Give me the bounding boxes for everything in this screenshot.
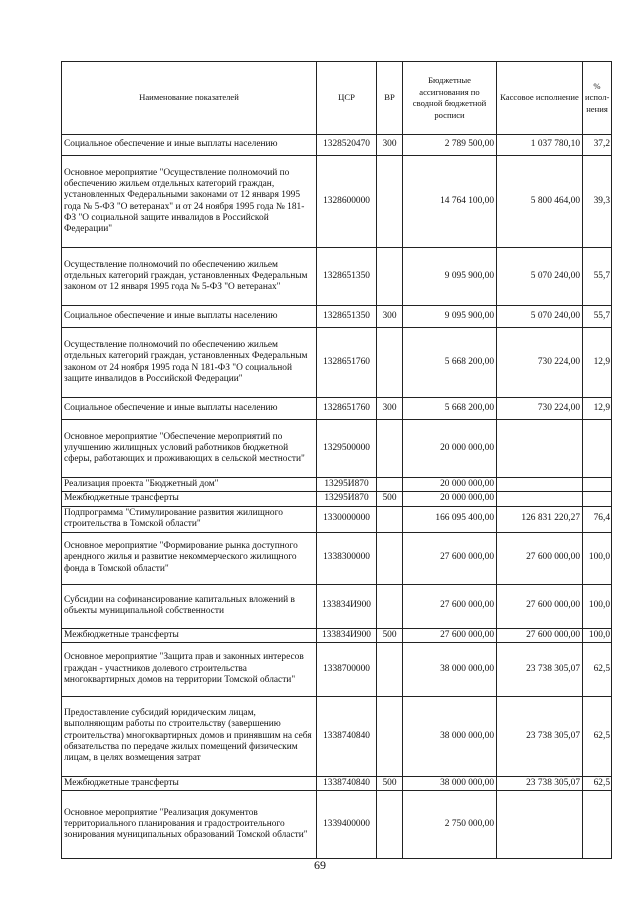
table-row: [62, 156, 612, 248]
row-percent: [583, 492, 612, 506]
row-percent: 12,9: [583, 328, 612, 398]
row-csr: 1328651760: [317, 328, 377, 398]
row-budget: 20 000 000,00: [403, 492, 497, 506]
row-percent: [583, 791, 612, 859]
header-name: Наименование показателей: [62, 62, 317, 135]
row-cash: 730 224,00: [497, 398, 583, 420]
row-percent: [583, 420, 612, 478]
row-vr: 300: [377, 398, 403, 420]
row-budget: 27 600 000,00: [403, 532, 497, 584]
budget-table: [61, 61, 612, 859]
row-vr: [377, 696, 403, 776]
row-cash: 730 224,00: [497, 328, 583, 398]
table-row: [62, 532, 612, 584]
row-cash: 23 738 305,07: [497, 696, 583, 776]
row-csr: 1328520470: [317, 135, 377, 156]
row-budget: 5 668 200,00: [403, 328, 497, 398]
row-name: Социальное обеспечение и иные выплаты населению: [62, 135, 317, 156]
row-csr: 1339400000: [317, 791, 377, 859]
row-name: Подпрограмма "Стимулирование развития жилищного строительства в Томской области": [62, 506, 317, 532]
table-row: [62, 506, 612, 532]
row-budget: 166 095 400,00: [403, 506, 497, 532]
row-csr: 1338700000: [317, 642, 377, 696]
row-vr: [377, 791, 403, 859]
row-budget: 2 750 000,00: [403, 791, 497, 859]
row-budget: 9 095 900,00: [403, 306, 497, 328]
table-header-row: [62, 62, 612, 135]
row-budget: 20 000 000,00: [403, 420, 497, 478]
row-percent: 55,7: [583, 248, 612, 306]
row-name: Основное мероприятие "Осуществление полномочий по обеспечению жильем отдельных категорий граждан, установленных Федеральными законами от 12 января 1995 года № 5-ФЗ "О ветеранах" и от 24 ноября 1995 года № 181-ФЗ "О социальной защите инвалидов в Российской Федерации": [62, 156, 317, 248]
row-budget: 27 600 000,00: [403, 628, 497, 642]
row-cash: 23 738 305,07: [497, 642, 583, 696]
row-vr: [377, 584, 403, 628]
row-budget: 5 668 200,00: [403, 398, 497, 420]
row-vr: 500: [377, 628, 403, 642]
row-budget: 38 000 000,00: [403, 776, 497, 790]
row-vr: [377, 642, 403, 696]
row-percent: 62,5: [583, 696, 612, 776]
row-budget: 27 600 000,00: [403, 584, 497, 628]
row-name: Социальное обеспечение и иные выплаты населению: [62, 398, 317, 420]
row-name: Межбюджетные трансферты: [62, 492, 317, 506]
row-csr: 1329500000: [317, 420, 377, 478]
row-vr: [377, 420, 403, 478]
row-percent: 100,0: [583, 628, 612, 642]
row-percent: 76,4: [583, 506, 612, 532]
table-row: [62, 135, 612, 156]
row-csr: 1328651760: [317, 398, 377, 420]
row-csr: 1338740840: [317, 776, 377, 790]
row-cash: 27 600 000,00: [497, 584, 583, 628]
row-name: Межбюджетные трансферты: [62, 628, 317, 642]
header-percent: % испол-нения: [583, 62, 612, 135]
table-row: [62, 628, 612, 642]
table-row: [62, 492, 612, 506]
row-cash: 27 600 000,00: [497, 628, 583, 642]
table-row: [62, 584, 612, 628]
row-vr: 300: [377, 135, 403, 156]
row-name: Основное мероприятие "Защита прав и законных интересов граждан - участников долевого строительства многоквартирных домов на территории Томской области": [62, 642, 317, 696]
row-percent: 39,3: [583, 156, 612, 248]
row-cash: [497, 791, 583, 859]
row-percent: 100,0: [583, 532, 612, 584]
row-budget: 38 000 000,00: [403, 696, 497, 776]
table-row: [62, 420, 612, 478]
row-csr: 133834И900: [317, 628, 377, 642]
table-row: [62, 776, 612, 790]
row-name: Реализация проекта "Бюджетный дом": [62, 478, 317, 492]
row-budget: 9 095 900,00: [403, 248, 497, 306]
row-name: Осуществление полномочий по обеспечению жильем отдельных категорий граждан, установленных Федеральным законом от 24 ноября 1995 года N 181-ФЗ "О социальной защите инвалидов в Российской Федерации": [62, 328, 317, 398]
row-percent: 55,7: [583, 306, 612, 328]
row-vr: [377, 248, 403, 306]
row-csr: 13295И870: [317, 492, 377, 506]
table-row: [62, 478, 612, 492]
row-vr: [377, 532, 403, 584]
row-cash: [497, 420, 583, 478]
row-name: Основное мероприятие "Реализация документов территориального планирования и градостроительного зонирования муниципальных образований Томской области": [62, 791, 317, 859]
row-cash: [497, 478, 583, 492]
table-row: [62, 696, 612, 776]
row-percent: 12,9: [583, 398, 612, 420]
row-name: Социальное обеспечение и иные выплаты населению: [62, 306, 317, 328]
row-csr: 1338300000: [317, 532, 377, 584]
row-cash: 5 070 240,00: [497, 248, 583, 306]
row-csr: 1328651350: [317, 248, 377, 306]
row-cash: 23 738 305,07: [497, 776, 583, 790]
row-budget: 14 764 100,00: [403, 156, 497, 248]
row-vr: [377, 328, 403, 398]
row-percent: 62,5: [583, 642, 612, 696]
row-csr: 1328651350: [317, 306, 377, 328]
header-vr: ВР: [377, 62, 403, 135]
table-row: [62, 791, 612, 859]
table-row: [62, 642, 612, 696]
row-name: Межбюджетные трансферты: [62, 776, 317, 790]
row-name: Осуществление полномочий по обеспечению жильем отдельных категорий граждан, установленных Федеральным законом от 12 января 1995 года № 5-ФЗ "О ветеранах": [62, 248, 317, 306]
row-csr: 13295И870: [317, 478, 377, 492]
row-vr: 300: [377, 306, 403, 328]
table-row: [62, 248, 612, 306]
row-cash: 126 831 220,27: [497, 506, 583, 532]
row-vr: [377, 156, 403, 248]
row-csr: 1338740840: [317, 696, 377, 776]
table-row: [62, 306, 612, 328]
row-budget: 38 000 000,00: [403, 642, 497, 696]
row-percent: 37,2: [583, 135, 612, 156]
row-csr: 133834И900: [317, 584, 377, 628]
row-name: Основное мероприятие "Обеспечение мероприятий по улучшению жилищных условий работников бюджетной сферы, работающих и проживающих в сельской местности": [62, 420, 317, 478]
row-name: Субсидии на софинансирование капитальных вложений в объекты муниципальной собственности: [62, 584, 317, 628]
row-cash: 1 037 780,10: [497, 135, 583, 156]
row-cash: [497, 492, 583, 506]
row-vr: 500: [377, 492, 403, 506]
row-cash: 27 600 000,00: [497, 532, 583, 584]
row-cash: 5 070 240,00: [497, 306, 583, 328]
header-budget: Бюджетные ассигнования по сводной бюджетной росписи: [403, 62, 497, 135]
row-percent: [583, 478, 612, 492]
row-csr: 1328600000: [317, 156, 377, 248]
row-csr: 1330000000: [317, 506, 377, 532]
page-number: 69: [314, 858, 326, 872]
row-vr: [377, 478, 403, 492]
row-budget: 2 789 500,00: [403, 135, 497, 156]
row-percent: 62,5: [583, 776, 612, 790]
row-name: Основное мероприятие "Формирование рынка доступного арендного жилья и развитие некоммерческого жилищного фонда в Томской области": [62, 532, 317, 584]
row-vr: [377, 506, 403, 532]
row-percent: 100,0: [583, 584, 612, 628]
row-name: Предоставление субсидий юридическим лицам, выполняющим работы по строительству (завершению строительства) многоквартирных домов и принявшим на себя обязательства по передаче жилых помещений физическим лицам, в целях возмещения затрат: [62, 696, 317, 776]
row-cash: 5 800 464,00: [497, 156, 583, 248]
row-vr: 500: [377, 776, 403, 790]
table-row: [62, 328, 612, 398]
row-budget: 20 000 000,00: [403, 478, 497, 492]
header-csr: ЦСР: [317, 62, 377, 135]
table-row: [62, 398, 612, 420]
header-cash: Кассовое исполнение: [497, 62, 583, 135]
